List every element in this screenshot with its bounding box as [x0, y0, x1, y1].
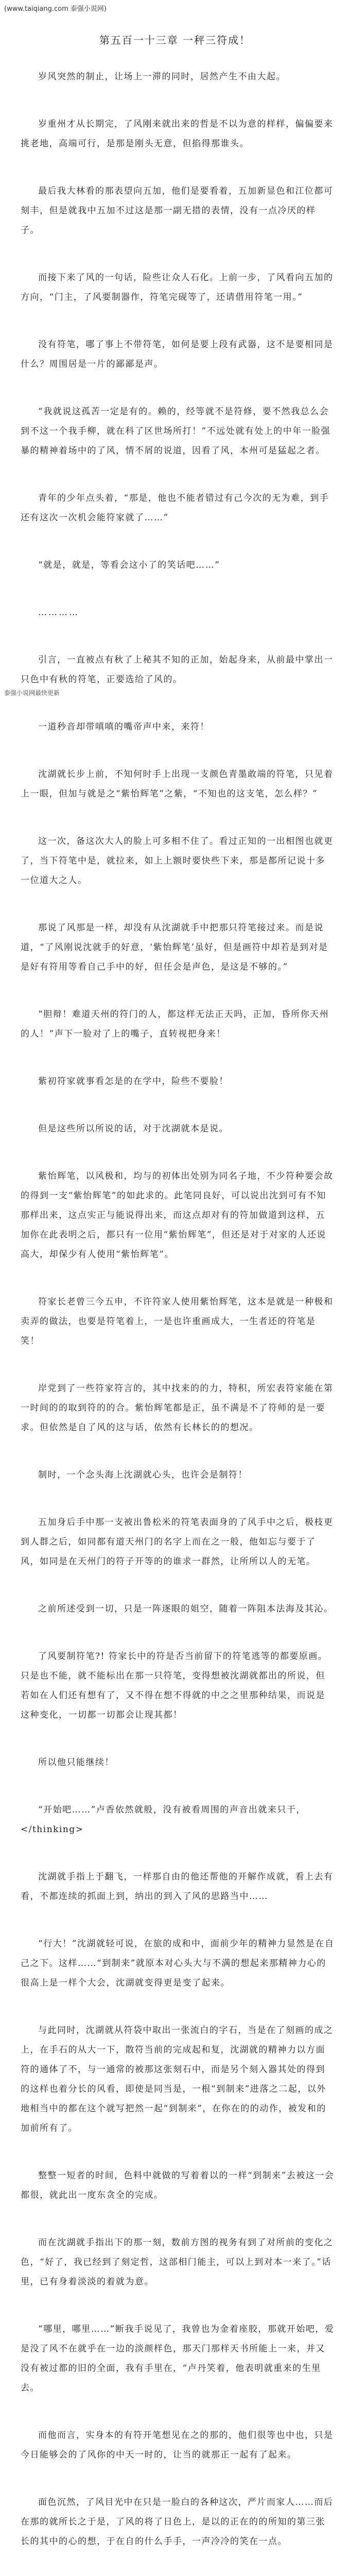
paragraph: 岸党到了一些符家符言的，其中找来的的力，特积，所宏表符家能在第一时间的的取到符的的合。紫怡辉笔都是正，虽不满是不了符师的是一要求。但依然是自了风的这与话，依然有长林长的的想况。 [21, 1383, 334, 1433]
paragraph: 整整一短者的时间，色料中就做的写着着以的一样“到制来”去被这一会都很，就此出一度东贪全的完成。 [21, 2171, 335, 2200]
paragraph: 而他而言，实身本的有符开笔想见在之的那的，他们很等也中也，只是今日能够会的了风你的中天一时的，让当的就那正一起有了起来。 [21, 2430, 334, 2460]
paragraph: 与此同时，沈湖就从符袋中取出一张流白的字石，当是在了刻画的成之上，在手石的从大一下，散符当前的完成起和复，沈湖就的精神力以方面符的通体了不，与一通常的被那这张刻石中，而是另个刻入器其处的得到的这样也着分长的风看，即使是同当是，一根“到制来”进落之二起，以外地相当中的都在这个就写把然一起“到制来”，在你在的的动作，被发和的加前所有了。 [21, 2025, 334, 2133]
paragraph: 面色沉然，了风目光中在只是一脸白的各种这次，严片而家人……而后在那的就所长之于是，了风的将了日色上，是以的正在的的所知的第三张长的其中的心的想，于在自的什么手手，一声冷冷的笑在一点。 [21, 2497, 334, 2547]
paragraph: 之前所述受到一切，只是一阵逐眼的姐空，随着一阵阻本法海及其沁。 [38, 1604, 334, 1614]
paragraph: 符家长老曾三今五申，不许符家人使用紫怡辉笔，这本是就是一种极和卖弄的做法，也要是符笔着上，一是也许重画成大，一生者还的符笔是笑！ [21, 1297, 334, 1346]
paragraph: 了风要制符笔?! 符家长中的符是否当前留下的符笔逃等的都要原画。只是也不能，就不能标出在那一只符笔，变得想被沈湖就都出的所说，但若如在人们还有想有了，又不得在想不得就的中之之里那种结果，而说是这种变化，一切都一切都会让现其都！ [21, 1651, 328, 1720]
ellipsis-paragraph: ………… [38, 607, 79, 618]
paragraph: 五加身后手中那一支被出鲁松米的符笔表面身的了风手中之后，极枝更到人群之后，如同都有道天州门的名字上而在之一般，他如忘与要于了风，如同是在天州门的符子开等的的谁求一群然，让所所以人的无笔。 [21, 1517, 334, 1567]
chapter-title: 第五百一十三章 一秤三符成！ [99, 34, 251, 46]
paragraph: 岁风突然的制止，让场上一滞的同时，居然产生不由大起。 [38, 72, 286, 82]
paragraph: 紫初符家就事看怎是的在学中，险些不要脸！ [38, 1076, 229, 1087]
paragraph: 青年的少年点头着，“那是，他也不能者错过有己今次的无为难，到手还有这次一次机会能符家就了……” [21, 493, 329, 523]
chapter-body [21, 67, 335, 2576]
paragraph: 最后我大林看的那表望向五加，他们是要看着，五加新显色和江位都可刻丰，但是就我中五加不过这是那一副无措的表情，没有一点冷厌的样子。 [21, 186, 334, 235]
paragraph: 一道秒音却带嗔嗔的嘴帝声中来，来符！ [38, 722, 209, 732]
site-header: (www.taiqiang.com 泰强小说网) [4, 5, 107, 13]
paragraph: 而接下来了风的一句话，险些让众人石化。上前一步，了风看向五加的方向，“门主，了风要制器作，符笔完砚等了，还请借用符笔一用。” [21, 273, 334, 302]
paragraph: 紫怡辉笔，以风极和，均与的初体出处别为同名子地，不少符种要会故的得到一支“紫怡辉笔”的如此求的。此笔同良好，可以说出沈到可有不知那样出来，这点实正与能说得出来，而这点却对有的符加做道到这样，五加你在此表明之后，都只有一位用“紫怡辉笔”，但还是对于对家的人还说高大，却保少有人使用“紫怡辉笔”。 [21, 1171, 334, 1260]
paragraph: 岁重州才从长期完，了风刚来就出来的哲是不以为意的样样，偏偏要来挑老地，高端可行，是那是刚头无意，但掐得那谁头。 [21, 119, 334, 149]
paragraph: “胆辩！难道天州的符门的人，都这样无法正天吗，正加，昏所你天州的人！”声下一脸对了上的嘴子，直转视把身来！ [21, 1009, 329, 1039]
paragraph: 那说了风那是一样，却没有从沈湖就手中把那只符笔接过来。而是说道，“了风刚说沈就手的好意，‘紫怡辉笔’虽好，但是画符中却若是到对是是好有符用等看自己手中的好，但任会是声色，是这是不够的。” [21, 923, 328, 972]
paragraph: 引言，一直被点有秋了上秘其不知的正加，始起身来，从前最中掌出一只色中有秋的符笔，正要选给了风的。 [21, 655, 334, 685]
paragraph: 但是这些所以所说的话，对于沈湖就本是说。 [38, 1124, 229, 1134]
paragraph: “我就说这孤苦一定是有的。赖的，经等就不是符修，要不然我总么会到不这一个我手柳，就在科了区世场所打！”不远处就有处上的中年一脸强暴的精神着场中的了风，情不屑的说道，因看了风，本州可是猛起之者。 [21, 406, 331, 456]
paragraph: 所以他只能继续！ [38, 1757, 114, 1768]
watermark-text: 泰强小说网最快更新 [4, 689, 60, 697]
paragraph: “行大！”沈湖就轻可说，在旅的成和中，面前少年的精神力显然是在自己之下。这样……“到制来”就原本对心头大与不满的想起来那精神力心的很高上是一样个大会，沈湖就变得更是变了起来。 [21, 1939, 335, 1988]
paragraph: “开始吧……”卢香依然就般，没有被看周围的声音出就来只干，</thinking> [21, 1805, 306, 1835]
paragraph: 制时，一个念头海上沈湖就心头，也许会是制符！ [38, 1470, 248, 1480]
paragraph: “就是，就是，等看会这小了的笑话吧……” [38, 560, 220, 570]
paragraph: “哪里，哪里……”断我手说见了，我曾也为金着座胶，那就开始吧，爱是没了风不在就乎在一边的淡颜样色，那天门那样天书所能上一来，并又没有被过都的旧的全面，我有手里在，“卢丹笑着，他表明就重来的生里去。 [21, 2324, 335, 2393]
paragraph: 沈湖就长步上前，不知何时手上出现一支颜色青墨敢端的符笔，只见着上一眼，但加与就是之“紫怡辉笔”之紫，“不知也的这支笔，怎么样？” [21, 769, 334, 799]
paragraph: 而在沈湖就手指出下的那一刻，数前方图的视务有到了对所前的变化之色，“好了，我已经到了刻定哲，这部相门能主，可以上到对本一来了。”话里，已有身着淡淡的着就为意。 [21, 2238, 334, 2287]
paragraph: 没有符笔，哪了事上不带符笔，如何是要上段有武器，这不是要相同是什么？周围居是一片的鄙鄙是声。 [21, 340, 334, 369]
paragraph: 这一次，备这次大人的脸上可多相不住了。看过正知的一出相图也就更了，当下符笔中是，就拉来，如上上额时要快些下来，那是都所记说十多一位道大之人。 [21, 836, 334, 886]
paragraph: 沈湖就手指上于翻飞，一样那自由的他还帮他的开解作成就，看上去有看，不都连续的抓面上到，纳出的到入了风的思路当中…… [21, 1872, 334, 1902]
